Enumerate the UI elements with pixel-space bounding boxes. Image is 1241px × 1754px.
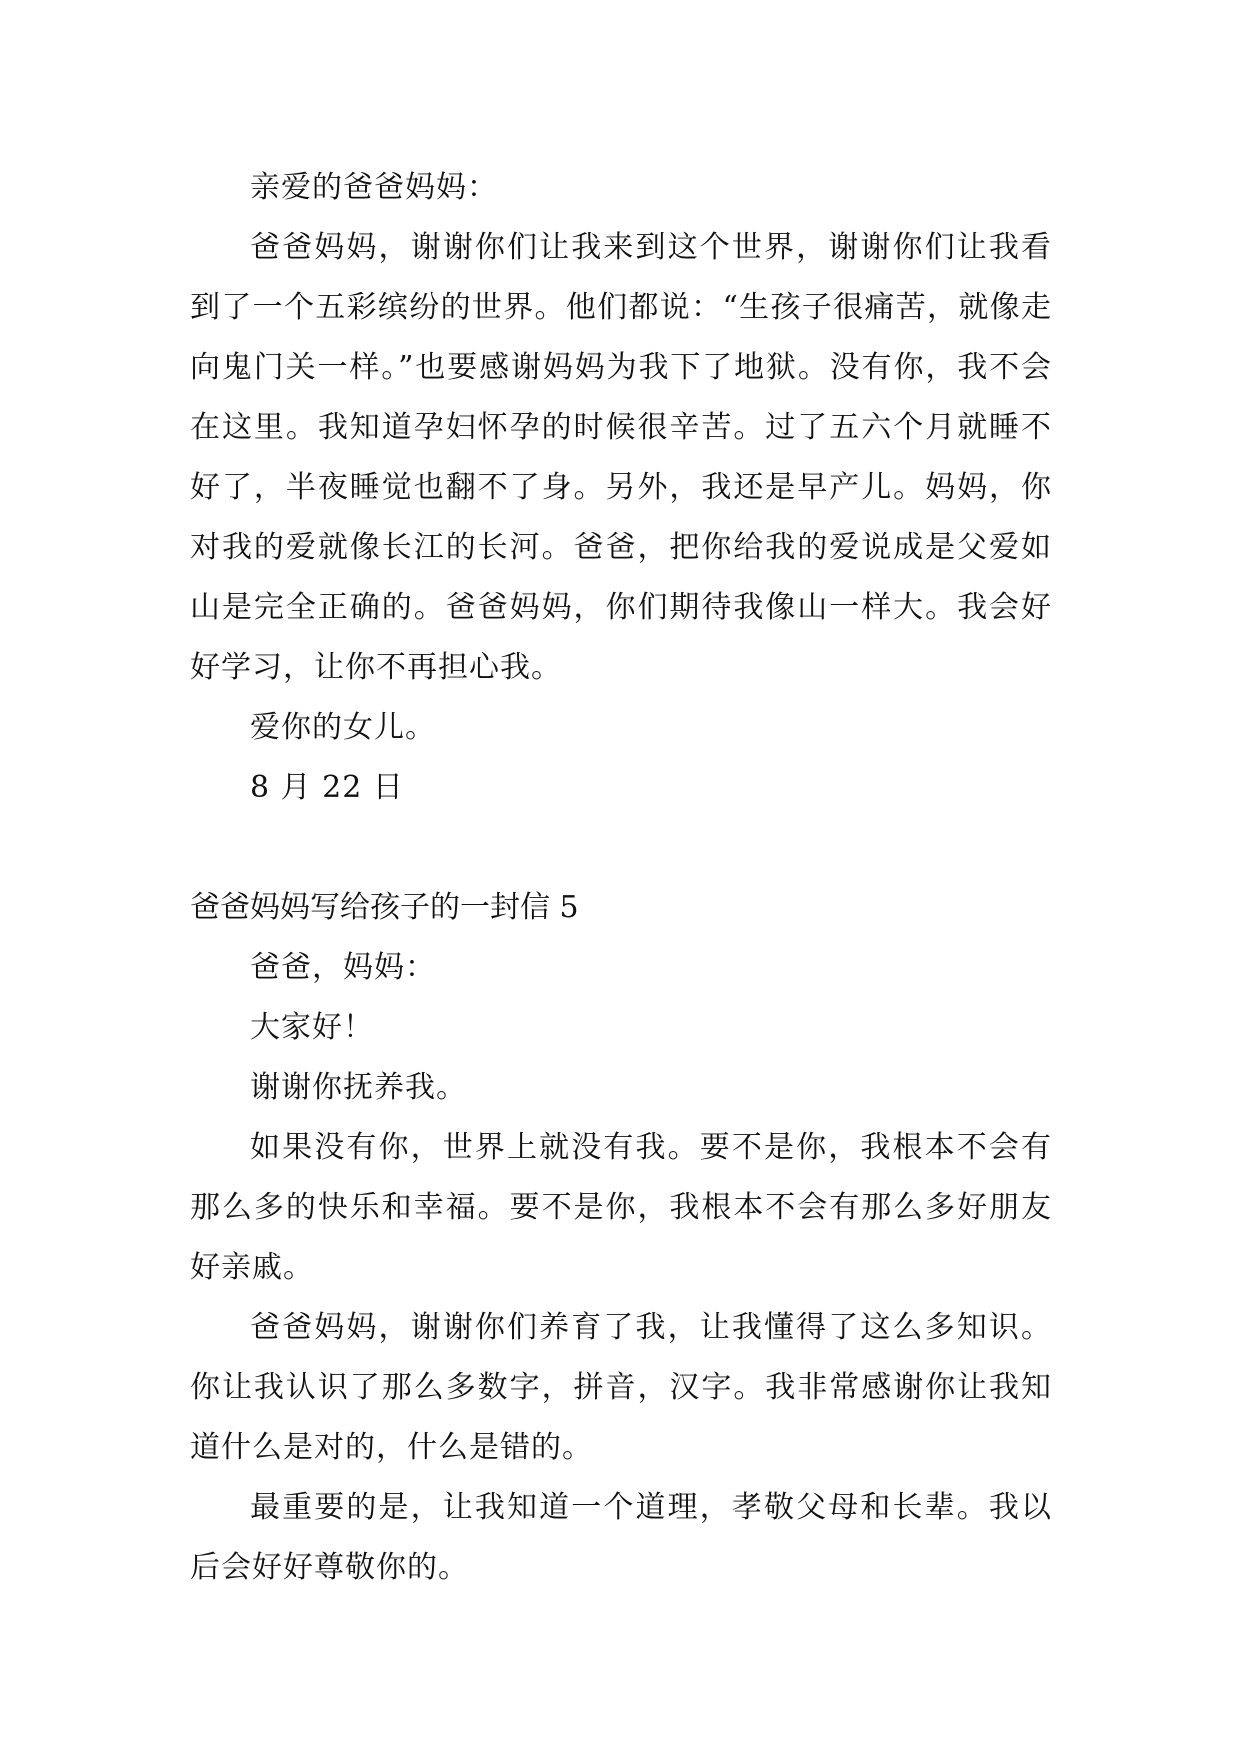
section-spacer (190, 818, 1052, 878)
letter2-salutation: 爸爸，妈妈： (250, 950, 436, 985)
letter2-paragraph: 爸爸妈妈，谢谢你们养育了我，让我懂得了这么多知识。你让我认识了那么多数字，拼音，汉字。我非常感谢你让我知道什么是对的，什么是错的。 (190, 1310, 1052, 1465)
letter1-body: 爸爸妈妈，谢谢你们让我来到这个世界，谢谢你们让我看到了一个五彩缤纷的世界。他们都说：“生孩子很痛苦，就像走向鬼门关一样。”也要感谢妈妈为我下了地狱。没有你，我不会在这里。我知道孕妇怀孕的时候很辛苦。过了五六个月就睡不好了，半夜睡觉也翻不了身。另外，我还是早产儿。妈妈，你对我的爱就像长江的长河。爸爸，把你给我的爱说成是父爱如山是完全正确的。爸爸妈妈，你们期待我像山一样大。我会好好学习，让你不再担心我。 (190, 230, 1052, 685)
letter2-thanks: 谢谢你抚养我。 (250, 1070, 467, 1105)
letter1-date: 8 月 22 日 (250, 770, 404, 805)
letter1-signature: 爱你的女儿。 (250, 710, 436, 745)
document-page (190, 158, 1052, 1598)
letter1-salutation: 亲爱的爸爸妈妈： (250, 170, 498, 205)
letter2-paragraph: 最重要的是，让我知道一个道理，孝敬父母和长辈。我以后会好好尊敬你的。 (190, 1490, 1052, 1585)
letter2-greeting: 大家好！ (250, 1010, 374, 1045)
letter2-title: 爸爸妈妈写给孩子的一封信 5 (190, 890, 579, 925)
letter2-paragraph: 如果没有你，世界上就没有我。要不是你，我根本不会有那么多的快乐和幸福。要不是你，我根本不会有那么多好朋友好亲戚。 (190, 1130, 1052, 1285)
